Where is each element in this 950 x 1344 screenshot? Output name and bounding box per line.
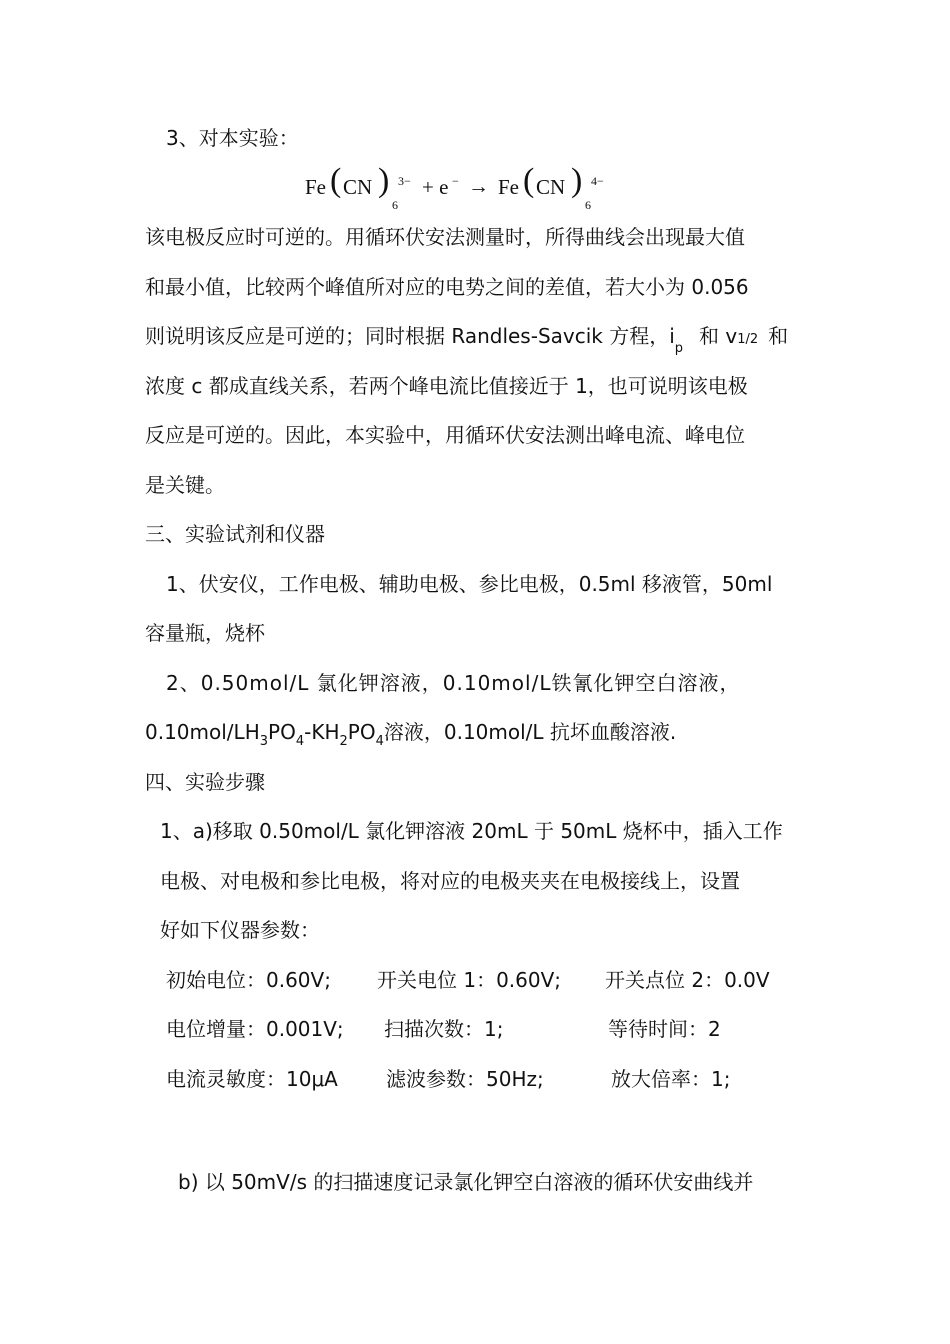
and-text: 和 <box>768 324 789 348</box>
eq-charge-2: 4− <box>591 174 604 188</box>
param-current-sensitivity: 电流灵敏度：10μA <box>166 1067 338 1091</box>
eq-electron-charge: − <box>452 174 459 188</box>
step-1-line-1: 1、a)移取 0.50mol/L 氯化钾溶液 20mL 于 50mL 烧杯中，插入工作 <box>160 819 783 843</box>
eq-rparen-2: ) <box>571 162 583 199</box>
eq-cn-2: CN <box>536 175 566 199</box>
eq-fe-2: Fe <box>498 175 519 199</box>
text-part: PO <box>347 720 376 744</box>
eq-cn-1: CN <box>343 175 373 199</box>
item-2-line-2 <box>145 718 677 749</box>
param-wait-time: 等待时间：2 <box>608 1017 721 1041</box>
reaction-equation <box>0 162 950 216</box>
eq-subscript-2: 6 <box>585 198 591 212</box>
v-text: 和 v <box>699 324 738 348</box>
eq-fe-1: Fe <box>305 175 326 199</box>
param-amplification: 放大倍率：1; <box>611 1067 731 1091</box>
eq-plus-electron: + e <box>422 175 449 199</box>
eq-arrow: → <box>468 174 489 198</box>
eq-subscript-1: 6 <box>392 198 398 212</box>
step-1-line-3: 好如下仪器参数： <box>160 918 320 942</box>
text-part: -KH <box>304 720 340 744</box>
param-scan-count: 扫描次数：1; <box>384 1017 504 1041</box>
subscript: 3 <box>259 734 269 749</box>
eq-lparen-2: ( <box>523 162 535 199</box>
param-switch-potential-1: 开关电位 1：0.60V; <box>377 968 562 992</box>
subscript: 2 <box>339 734 348 749</box>
text-part: 0.10mol/LH <box>145 720 260 744</box>
paragraph-line-3-text: 则说明该反应是可逆的；同时根据 Randles-Savcik 方程，i <box>145 324 675 348</box>
ip-subscript: p <box>674 341 684 356</box>
step-1b-line: b) 以 50mV/s 的扫描速度记录氯化钾空白溶液的循环伏安曲线并 <box>178 1170 754 1194</box>
paragraph-line-6: 是关键。 <box>145 473 225 497</box>
section-3-heading: 三、实验试剂和仪器 <box>145 522 325 546</box>
paragraph-line-1: 该电极反应时可逆的。用循环伏安法测量时，所得曲线会出现最大值 <box>145 225 745 249</box>
paragraph-line-5: 反应是可逆的。因此，本实验中，用循环伏安法测出峰电流、峰电位 <box>145 423 745 447</box>
item-1-line-1: 1、伏安仪，工作电极、辅助电极、参比电极，0.5ml 移液管，50ml <box>166 572 773 596</box>
paragraph-line-2: 和最小值，比较两个峰值所对应的电势之间的差值，若大小为 0.056 <box>145 275 749 299</box>
step-1-line-2: 电极、对电极和参比电极，将对应的电极夹夹在电极接线上，设置 <box>160 869 740 893</box>
paragraph-line-3 <box>145 322 788 354</box>
half-power: 1/2 <box>737 332 759 347</box>
param-initial-potential: 初始电位：0.60V; <box>166 968 331 992</box>
eq-lparen-1: ( <box>330 162 342 199</box>
eq-charge-1: 3− <box>398 174 411 188</box>
param-switch-potential-2: 开关点位 2：0.0V <box>605 968 770 992</box>
param-potential-increment: 电位增量：0.001V; <box>166 1017 344 1041</box>
param-filter: 滤波参数：50Hz; <box>386 1067 544 1091</box>
subscript: 4 <box>375 734 384 749</box>
item-1-line-2: 容量瓶，烧杯 <box>145 621 265 645</box>
text-part: PO <box>268 720 296 744</box>
subscript: 4 <box>295 734 305 749</box>
eq-rparen-1: ) <box>378 162 390 199</box>
section-4-heading: 四、实验步骤 <box>145 770 265 794</box>
item-2-line-1: 2、0.50mol/L 氯化钾溶液，0.10mol/L铁氰化钾空白溶液， <box>166 671 741 695</box>
paragraph-line-4: 浓度 c 都成直线关系，若两个峰电流比值接近于 1，也可说明该电极 <box>145 374 748 398</box>
text-part: 溶液，0.10mol/L 抗坏血酸溶液. <box>383 720 677 744</box>
item-3-heading: 3、对本实验： <box>166 126 299 150</box>
